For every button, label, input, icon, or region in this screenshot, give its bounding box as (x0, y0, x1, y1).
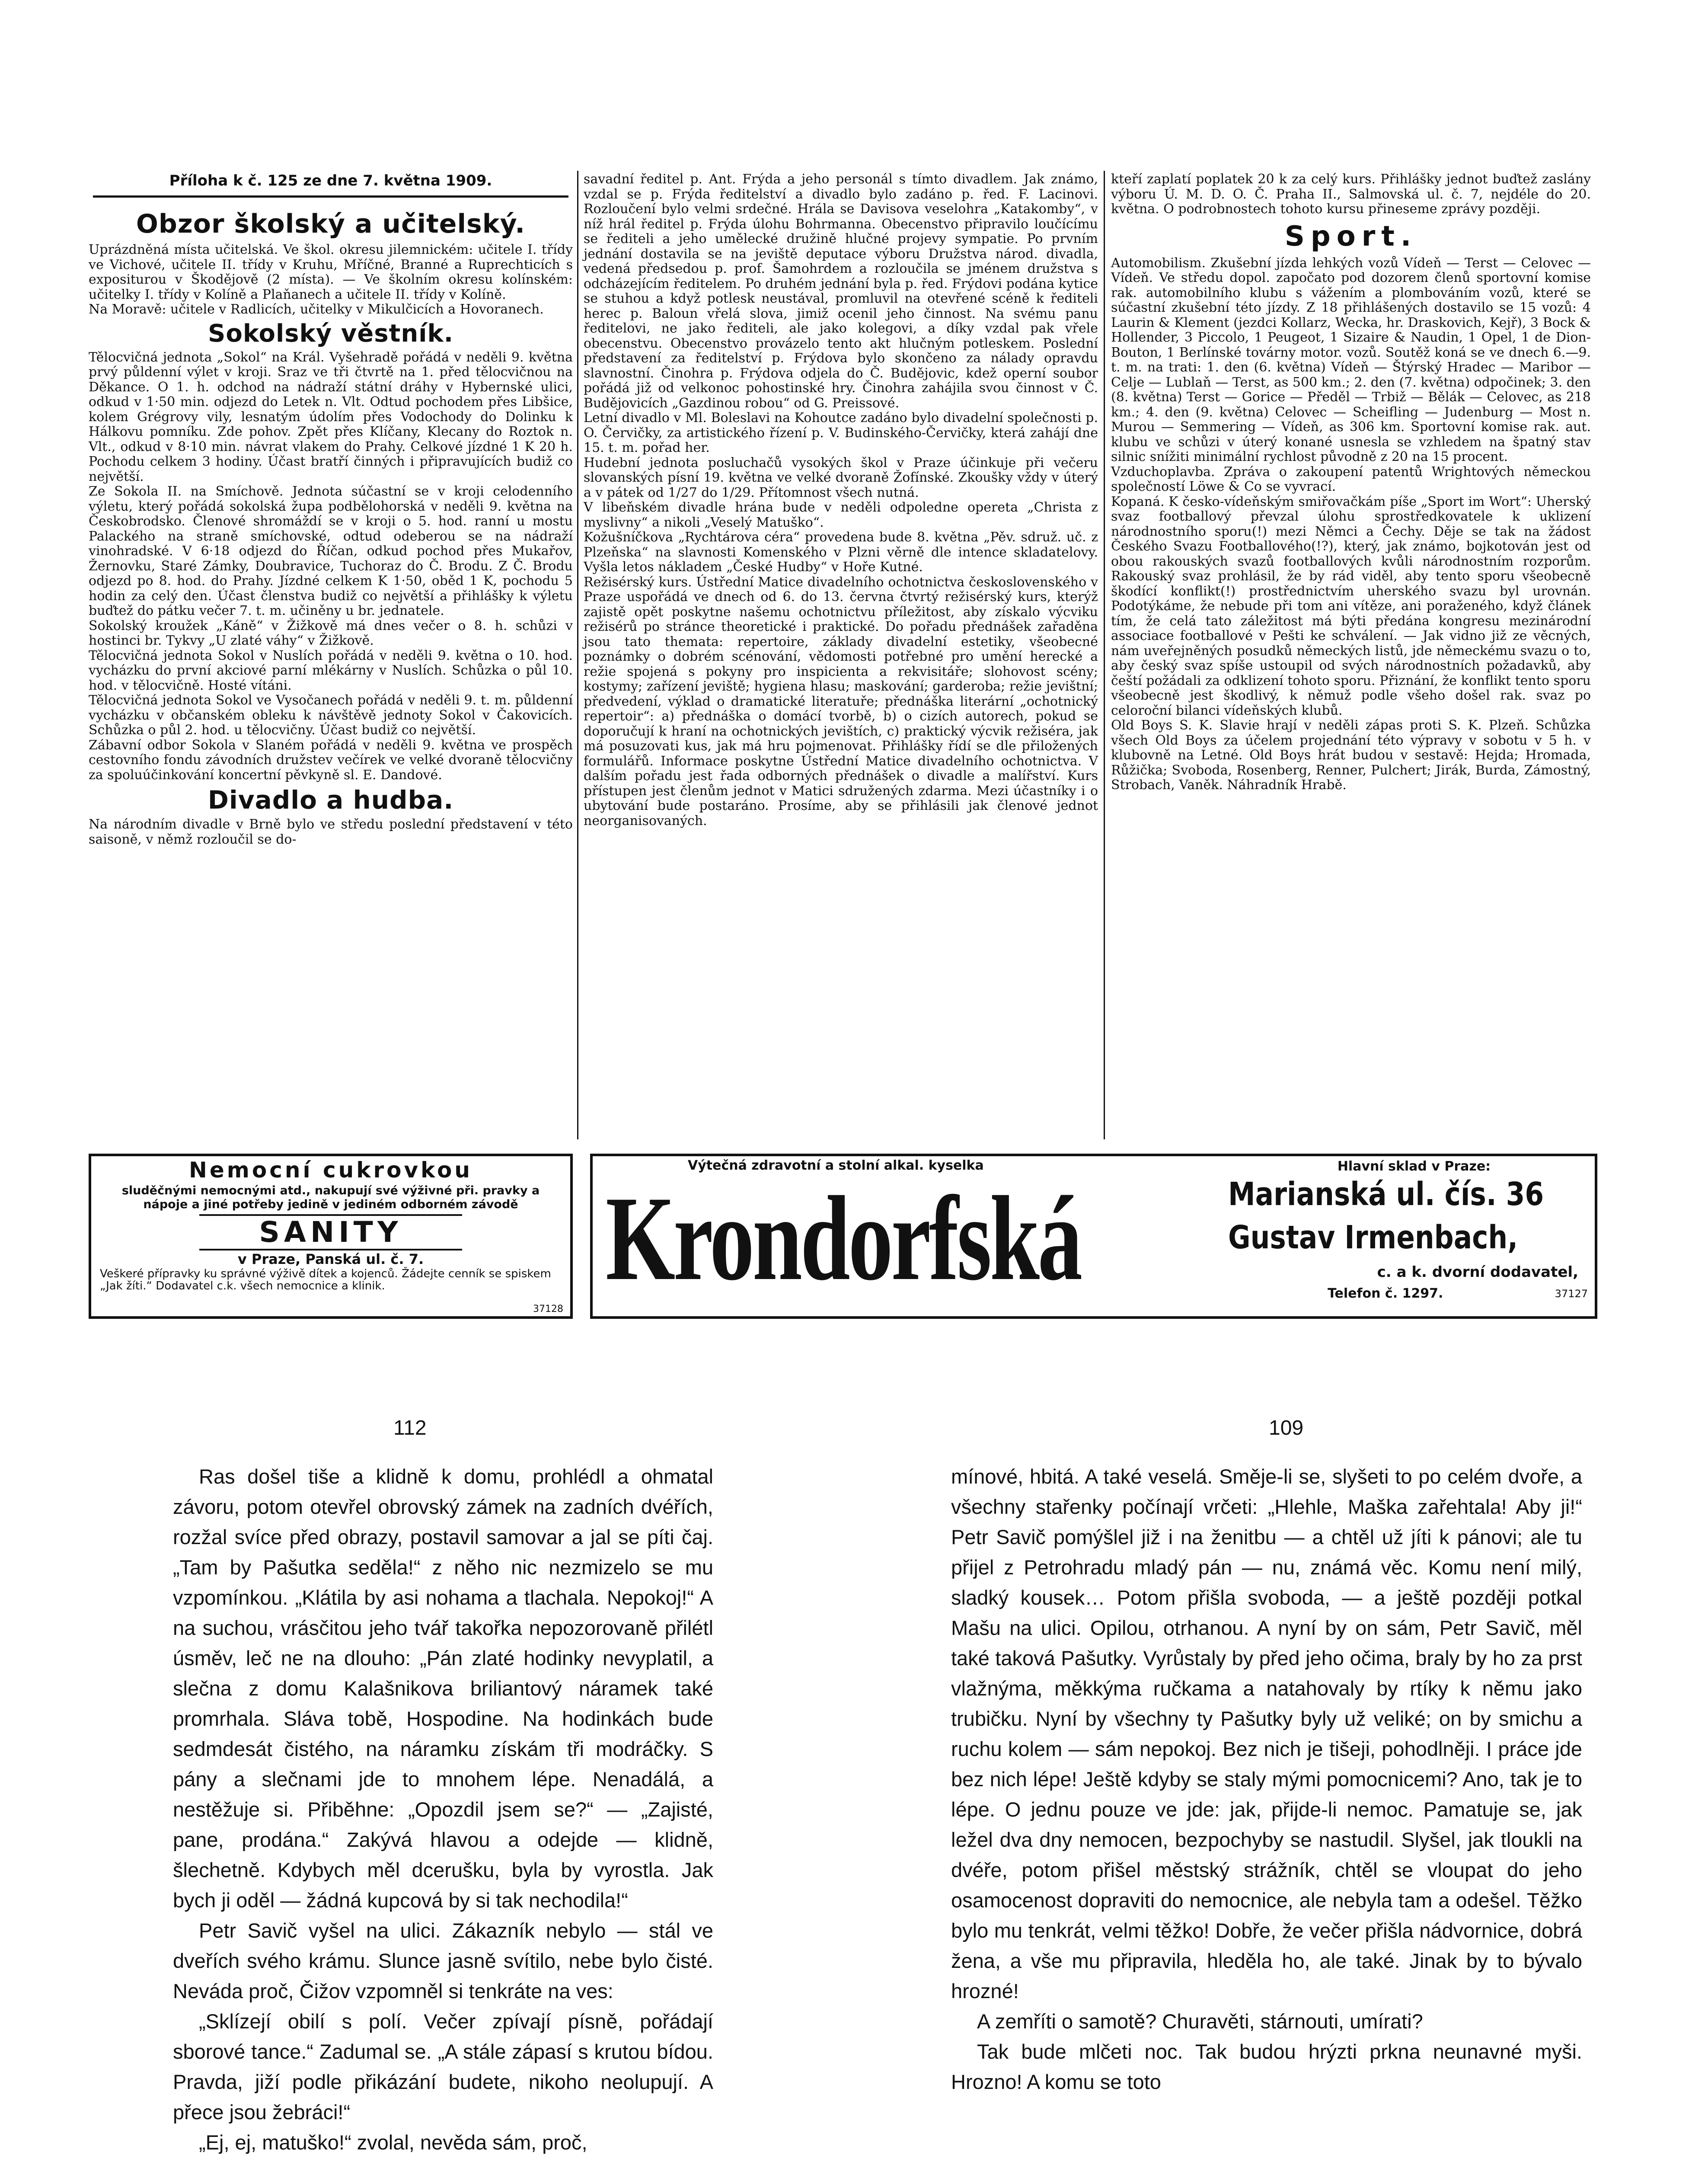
column-2 (584, 172, 1098, 828)
paragraph-vzduchoplavba: Vzduchoplavba. Zpráva o zakoupení patentů Wrightových německou společností Löwe & Co se vyvrací. (1111, 464, 1591, 494)
ad-krond-telefon: Telefon č. 1297. (1328, 1286, 1443, 1301)
heading-divadlo: Divadlo a hudba. (208, 785, 454, 815)
paragraph-krouzek: Sokolský kroužek „Káně“ v Žižkově má dnes večer o 8. h. schůzi v hostinci br. Tykvy „U zlaté váhy“ v Žižkově. (89, 618, 573, 648)
ad-nemocni-text: sluděčnými nemocnými atd., nakupují své výživné při. pravky a nápoje a jiné potřeby jedině v jediném odborném závodě (121, 1184, 540, 1211)
paragraph-kopana: Kopaná. K česko-vídeňským smiřovačkám píše „Sport im Wort“: Uherský svaz footballový převzal úlohu sprostředkovatele k uklizení národnostního sporu(!) mezi Němci a Čechy. Děje se tak na žádost Českého Svazu Footballového(!?), který, jak známo, bojkotován jest od obou rakouských svazů footballových kvůli národnostním rozporům. Rakouský svaz prohlásil, že by rád viděl, aby tento sporu všeobecně škodící konflikt(!) prostřednictvím uherského svazu byl urovnán. Podotýkáme, že nebude při tom ani vítěze, ani poraženého, když článek tím, že celá tato záležitost má býti předána kongresu mezinárodní associace footballové v Pešti ke schválení. — Jak vidno již ze věcných, nám uveřejněných posudků německých listů, jde německému svazu o to, aby český svaz spíše ustoupil od svých národnostních požadavků, aby čeští požádali za odklizení tohoto sporu. Přiznání, že konflikt tento sporu všeobecně jest škodlivý, k němuž podle všeho došel rak. svaz po celoroční bilanci vídeňských klubů. (1111, 494, 1591, 718)
paragraph-uprazdnena: Uprázdněná místa učitelská. Ve škol. okresu jilemnickém: učitele I. třídy ve Vichové, učitele II. třídy v Kruhu, Mříčné, Branné a Ruprechticích s expositurou v Škodějově (2 místa). — Ve školním okresu kolínském: učitelky I. třídy v Kolíně a Plaňanech a učitele II. třídy v Kolíně. (89, 242, 573, 302)
ad-krond-firm: Gustav Irmenbach, (1228, 1219, 1518, 1256)
paragraph-morava: Na Moravě: učitele v Radlicích, učitelky v Mikulčicích a Hovoranech. (89, 302, 544, 317)
story-left-paragraph-2: Petr Savič vyšel na ulici. Zákazník nebylo — stál ve dveřích svého krámu. Slunce jasně svítilo, nebe bylo čisté. Neváda proč, Čižov vzpomněl si tenkráte na ves: (173, 1919, 713, 2002)
ad-sanity-address: v Praze, Panská ul. č. 7. (237, 1251, 424, 1267)
story-left-paragraph-4: „Ej, ej, matuško!“ zvolal, nevěda sám, proč, (199, 2131, 587, 2154)
ad-sanity-text: Veškeré přípravky ku správné výživě dítek a kojenců. Žádejte cenník se spiskem „Jak žíti.“ Dodavatel c.k. všech nemocnice a klinik. (100, 1267, 551, 1292)
ad-krond-dodavatel: c. a k. dvorní dodavatel, (1377, 1263, 1578, 1281)
paragraph-automobilism: Automobilism. Zkušební jízda lehkých vozů Vídeň — Terst — Celovec — Vídeň. Ve středu dopol. započato pod dozorem členů sportovní komise rak. automobilního klubu s vážením a plombováním vozů, které se súčastní zkušební této jízdy. Z 18 přihlášených dostavilo se 15 vozů: 4 Laurin & Klement (jezdci Kollarz, Wecka, hr. Draskovich, Kejř), 3 Bock & Hollender, 3 Piccolo, 1 Peugeot, 1 Sizaire & Naudin, 1 Opel, 1 de Dion-Bouton, 1 Berlínské továrny motor. vozů. Soutěž koná se ve dnech 6.—9. t. m. na trati: 1. den (6. května) Vídeň — Štýrský Hradec — Maribor — Celje — Lublaň — Terst, as 500 km.; 2. den (7. května) odpočinek; 3. den (8. května) Terst — Gorice — Předěl — Trbiž — Bělák — Celovec, as 218 km.; 4. den (9. května) Celovec — Scheifling — Judenburg — Most n. Murou — Semmering — Vídeň, as 306 km. Sportovní komise rak. aut. klubu ve schůzi v úterý konané usnesla se vzhledem na špatný stav silnic snížiti minimální rychlost původně z 20 na 15 procent. (1111, 255, 1591, 464)
ad-krond-code: 37127 (1555, 1288, 1588, 1300)
ad-krond-street: Marianská ul. čís. 36 (1228, 1176, 1544, 1213)
ad-krondorfska (590, 1154, 1597, 1319)
column-divider-1 (577, 171, 578, 1139)
story-right-paragraph-2: A zemříti o samotě? Churavěti, stárnouti, umírati? (977, 2010, 1423, 2033)
paragraph-rezijni-kurs: Režisérský kurs. Ústřední Matice divadelního ochotnictva československého v Praze uspořádá ve dnech od 6. do 13. června čtvrtý režisérský kurs, kterýž zajistě opět poskytne našemu ochotnictvu příležitost, aby získalo výcviku režisérů po stránce theoretické i praktické. Do pořadu přednášek zařaděna jsou tato themata: repertoire, základy divadelní estetiky, všeobecné poznámky o dobrém scénování, vědomosti potřebné pro umění herecké a režie spojená s pokyny pro inspicienta a rekvisitáře; slohovost scény; kostymy; zařízení jeviště; hygiena hlasu; maskování; garderoba; režie jevištní; předvedení, výklad o dramatické literatuře; přednáška literární „ochotnický repertoir“: a) přednáška o domácí tvorbě, b) o cizích autorech, pokud se doporučují k hraní na ochotnických jevištích, c) praktický výcvik režiséra, jak má posuzovati kus, jak má hru pojmenovat. Přihlášky řídí se dle přiložených formulářů. Informace poskytne Ústřední Matice divadelního ochotnictva. V dalším pořadu jest řada odborných přednášek o divadle a malířství. Kurs přístupen jest členům jednot v Matici sdružených zdarma. Mezi účastníky i o ubytování bude postaráno. Prosíme, aby se přihlásili jak členové jednot neorganisovaných. (584, 574, 1098, 828)
column-3 (1111, 172, 1591, 793)
heading-obzor: Obzor školský a učitelský. (136, 209, 526, 239)
paragraph-smichov: Ze Sokola II. na Smíchově. Jednota súčastní se v kroji celodenního výletu, který pořádá sokolská župa podbělohorská v neděli 9. května na Českobrodsko. Členové shromáždí se v kroji o 5. hod. ranní u mostu Palackého na straně smíchovské, odtud odeberou se na nádraží vinohradské. V 6·18 odjezd do Říčan, odkud pochod přes Mukařov, Žernovku, Staré Zámky, Doubravice, Tuchoraz do Č. Brodu. Z Č. Brodu odjezd po 8. hod. do Prahy. Jízdné celkem K 1·50, oběd 1 K, pochodu 5 hodin za celý den. Účast členstva budiž co největší a přihlášky k výletu buďtež do pátku večer 7. t. m. učiněny u br. jednatele. (89, 484, 573, 618)
paragraph-brno-continued: savadní ředitel p. Ant. Frýda a jeho personál s tímto divadlem. Jak známo, vzdal se p. Frýda ředitelství a divadlo bylo zadáno p. řed. F. Lacinovi. Rozloučení bylo velmi srdečné. Hrála se Davisova veselohra „Katakomby“, v níž hrál ředitel p. Frýda úlohu Bohrmanna. Obecenstvo připravilo loučícímu se řediteli a jeho umělecké družině hlučné projevy sympatie. Po prvním jednání dostavila se na jeviště deputace výboru Družstva národ. divadla, vedená předsedou p. prof. Šamohrdem a rozloučila se jménem družstva s odcházejícím ředitelem. Po druhém jednání byla p. řed. Frýdovi podána kytice se stuhou a když potlesk neustával, promluvil na otevřené scéně k řediteli herec p. Baloun vřelá slova, jimiž ocenil jeho činnost. Na svému panu ředitelovi, ne jako řediteli, ale jako kolegovi, a díky vzdal pak vřele obecenstvu. Obecenstvo provázelo tento akt hlučným potleskem. Poslední představení za ředitelství p. Frýdova bylo skončeno za nálady opravdu slavnostní. Činohra p. Frýdova odjela do Č. Budějovic, kdež operní soubor pořádá již od velkonoc pohostinské hry. Činohra zahájila svou činnost v Č. Budějovicích „Gazdinou robou“ od G. Preissové. (584, 172, 1098, 411)
story-right-column (951, 1462, 1582, 2097)
heading-sport: Sport. (1284, 220, 1417, 253)
ad-sanity (89, 1154, 573, 1319)
paragraph-liben: V libeňském divadle hrána bude v neděli odpoledne opereta „Christa z myslivny“ a nikoli „Veselý Matuško“. (584, 500, 1098, 530)
paragraph-kurs-end: kteří zaplatí poplatek 20 k za celý kurs. Přihlášky jednot buďtež zaslány výboru Ú. M. D. O. Č. Praha II., Salmovská ul. č. 7, nejdéle do 20. května. O podrobnostech tohoto kursu přineseme zprávy později. (1111, 172, 1591, 217)
paragraph-kral-vysehrad: Tělocvičná jednota „Sokol“ na Král. Vyšehradě pořádá v neděli 9. května prvý půldenní výlet v kroji. Sraz ve tři čtvrtě na 1. před tělocvičnou na Děkance. O 1. h. odchod na nádraží státní dráhy v Hybernské ulici, odkud v 1·50 min. odjezd do Letek n. Vlt. Odtud pochodem přes Libšice, kolem Grégrovy vily, lesnatým údolím přes Vodochody do Dolinku k Hálkovu pomníku. Zde pohov. Zpět přes Klíčany, Klecany do Roztok n. Vlt., odkud v 8·10 min. návrat vlakem do Prahy. Celkové jízdné 1 K 20 h. Pochodu celkem 3 hodiny. Účast bratří činných i připravujících budiž co největší. (89, 349, 573, 484)
paragraph-brno: Na národním divadle v Brně bylo ve středu poslední představení v této saisoně, v němž rozloučil se do- (89, 817, 573, 847)
heading-sokol: Sokolský věstník. (208, 319, 453, 348)
paragraph-boleslav: Letní divadlo v Ml. Boleslavi na Kohoutce zadáno bylo divadelní společnosti p. O. Červičky, za artistického řízení p. V. Budinského-Červičky, která zahájí dne 15. t. m. pořad her. (584, 410, 1098, 455)
column-divider-2 (1104, 171, 1105, 1139)
ad-nemocni-title: Nemocní cukrovkou (189, 1158, 472, 1183)
ad-krond-sklad: Hlavní sklad v Praze: (1337, 1159, 1491, 1174)
page-number-right: 109 (1269, 1417, 1304, 1439)
paragraph-hudebni: Hudební jednota posluchačů vysokých škol v Praze účinkuje při večeru slovanských písní 19. května ve velké dvoraně Žofínské. Zkoušky vždy v úterý a v pátek od 1/27 do 1/29. Přítomnost všech nutná. (584, 455, 1098, 500)
paragraph-slany: Zábavní odbor Sokola v Slaném pořádá v neděli 9. května ve prospěch cestovního fondu závodních družstev večírek ve velké dvoraně tělocvičny za spoluúčinkování koncertní pěvkyně sl. E. Dandové. (89, 737, 573, 783)
ad-krond-top: Výtečná zdravotní a stolní alkal. kyselka (688, 1158, 984, 1173)
supplement-line: Příloha k č. 125 ze dne 7. května 1909. (169, 172, 492, 189)
ad-krond-name: Krondorfská (606, 1171, 1081, 1305)
page-number-left: 112 (393, 1417, 427, 1439)
story-right-paragraph-3: Tak bude mlčeti noc. Tak budou hrýzti prkna neunavné myši. Hrozno! A komu se toto (951, 2040, 1582, 2093)
ad-sanity-title: SANITY (199, 1214, 462, 1251)
paragraph-rychtarova: Kožušníčkova „Rychtárova céra“ provedena bude 8. května „Pěv. sdruž. uč. z Plzeňska“ na slavnosti Komenského v Plzni věrně dle intence skladatelovy. Vyšla letos nákladem „České Hudby“ v Hoře Kutné. (584, 530, 1098, 575)
paragraph-vysocany: Tělocvičná jednota Sokol ve Vysočanech pořádá v neděli 9. t. m. půldenní vycházku v občanském obleku k návštěvě jednoty Sokol v Čakovicích. Schůzka o půl 2. hod. u tělocvičny. Účast budiž co největší. (89, 693, 573, 738)
ad-sanity-code: 37128 (533, 1304, 563, 1314)
column-1 (89, 205, 573, 847)
story-right-paragraph-1: mínové, hbitá. A také veselá. Směje-li se, slyšeti to po celém dvoře, a všechny stařenky počínají vrčeti: „Hlehle, Maška zařehtala! Aby ji!“ Petr Savič pomýšlel již i na ženitbu — a chtěl už jíti k pánovi; ale tu přijel z Petrohradu mladý pán — nu, známá věc. Komu není milý, sladký kousek… Potom přišla svoboda, — a ještě později potkal Mašu na ulici. Opilou, otrhanou. A nyní by on sám, Petr Savič, měl také taková Pašutky. Vyrůstaly by před jeho očima, braly by ho za prst vlažnýma, měkkýma ručkama a natahovaly by rtíky k němu jako trubičku. Nyní by všechny ty Pašutky byly už veliké; on by smichu a ruchu kolem — sám nepokoj. Bez nich je tišeji, pohodlněji. I práce jde bez nich lépe! Ještě kdyby se staly mými pomocnicemi? Ano, tak je to lépe. O jednu pouze ve jde: jak, přijde-li nemoc. Pamatuje se, jak ležel dva dny nemocen, bezpochyby se nastudil. Slyšel, jak tloukli na dvéře, potom přišel městský strážník, chtěl se vloupat do jeho osamocenost dopraviti do nemocnice, ale nebyla tam a odešel. Těžko bylo mu tenkrát, velmi těžko! Dobře, že večer přišla nádvornice, dobrá žena, a vše mu připravila, hleděla ho, ale také. Jinak by to bývalo hrozné! (951, 1465, 1582, 2002)
paragraph-slavie: Old Boys S. K. Slavie hrají v neděli zápas proti S. K. Plzeň. Schůzka všech Old Boys za účelem projednání této výpravy v sobotu v 5 h. v klubovně na Letné. Old Boys hrát budou v sestavě: Hejda; Hromada, Růžička; Svoboda, Rosenberg, Renner, Pulchert; Jirák, Burda, Zámostný, Strobach, Vaněk. Náhradník Hrabě. (1111, 718, 1591, 793)
story-left-paragraph-3: „Sklízejí obilí s polí. Večer zpívají písně, pořádají sborové tance.“ Zadumal se. „A stále zápasí s krutou bídou. Pravda, jiží podle přikázání budete, nikoho neolupují. A přece jsou žebráci!“ (173, 2010, 713, 2124)
story-left-column (173, 1462, 713, 2158)
top-rule (93, 195, 568, 198)
paragraph-nusle: Tělocvičná jednota Sokol v Nuslích pořádá v neděli 9. května o 10. hod. vycházku do první akciové parní mlékárny v Nuslích. Schůzka o půl 10. hod. v tělocvičně. Hosté vítáni. (89, 648, 573, 693)
story-left-paragraph-1: Ras došel tiše a klidně k domu, prohlédl a ohmatal závoru, potom otevřel obrovský zámek na zadních dvéřích, rozžal svíce před obrazy, postavil samovar a jal se píti čaj. „Tam by Pašutka seděla!“ z něho nic nezmizelo se mu vzpomínkou. „Klátila by asi nohama a tlachala. Nepokoj!“ A na suchou, vrásčitou jeho tvář takořka nepozorovaně přilétl úsměv, leč ne na dlouho: „Pán zlaté hodinky nevyplatil, a slečna z domu Kalašnikova briliantový náramek také promrhala. Sláva tobě, Hospodine. Na hodinkách bude sedmdesát čistého, na náramku získám tři modráčky. S pány a slečnami jde to mnohem lépe. Nenadálá, a nestěžuje si. Přiběhne: „Opozdil jsem se?“ — „Zajisté, pane, prodána.“ Zakývá hlavou a odejde — klidně, šlechetně. Kdybych měl dcerušku, byla by vyrostla. Jak bych ji oděl — žádná kupcová by si tak nechodila!“ (173, 1465, 713, 1912)
